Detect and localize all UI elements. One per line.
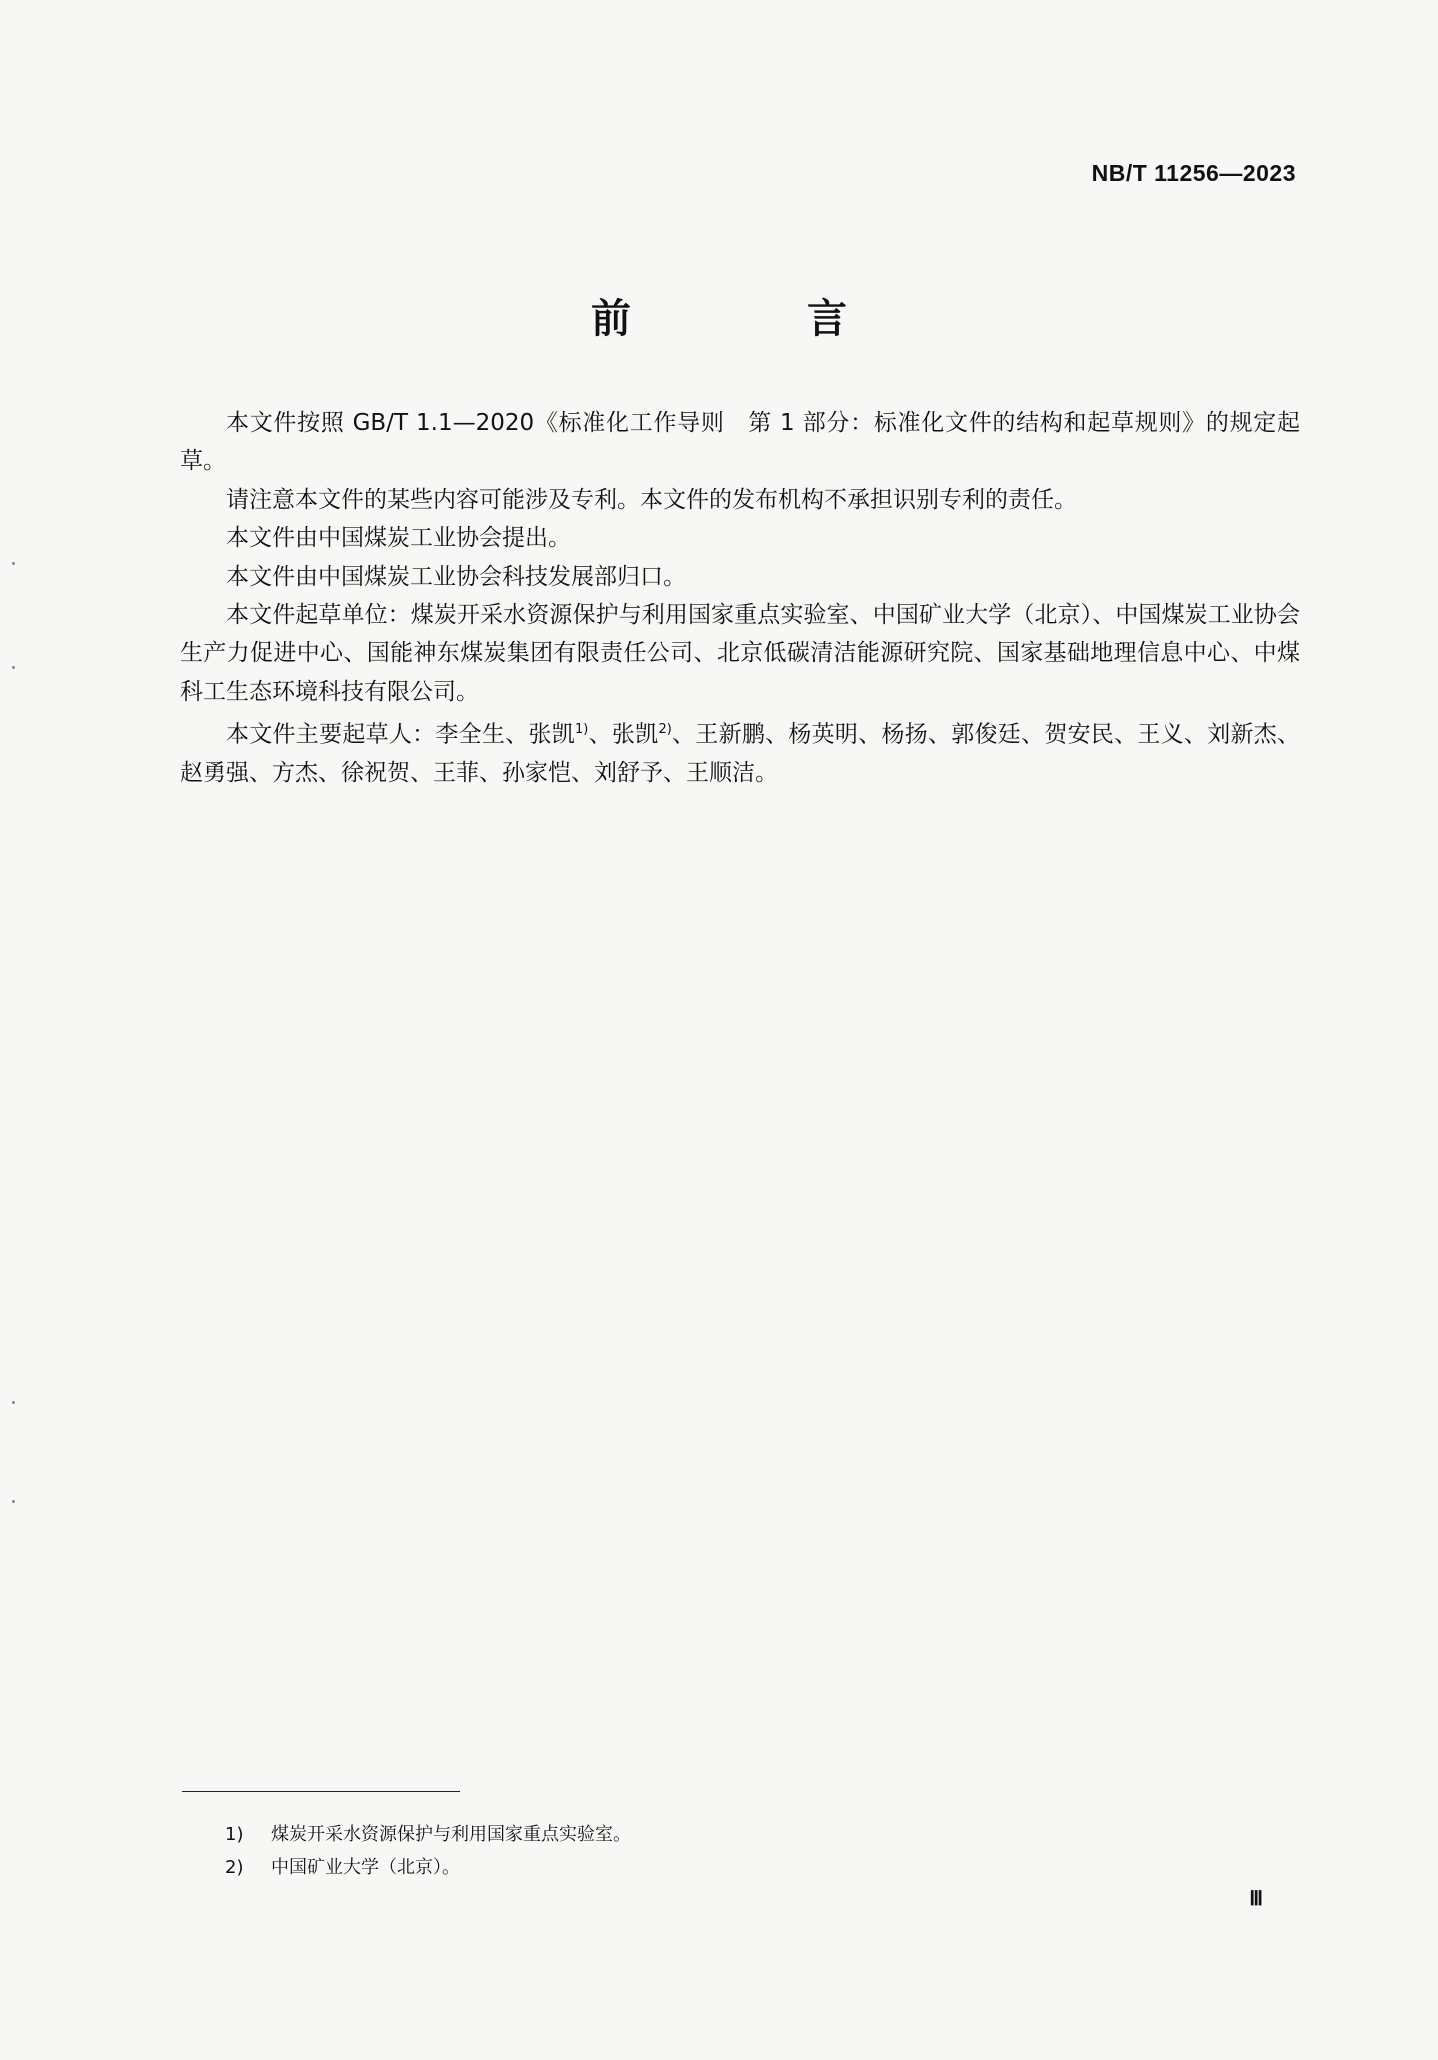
footnote-number: 2) [225,1857,244,1878]
paragraph-patent-notice: 请注意本文件的某些内容可能涉及专利。本文件的发布机构不承担识别专利的责任。 [226,486,1077,513]
paragraph-drafting-rules: 本文件按照 GB/T 1.1—2020《标准化工作导则 第 1 部分：标准化文件的结构和起草规则》的规定起草。 [180,410,1300,475]
paragraph-drafters [180,711,1300,792]
standard-number: NB/T 11256—2023 [1091,160,1296,186]
footnote-1 [225,1818,631,1851]
foreword-body [180,404,1300,793]
paragraph-drafting-units: 本文件起草单位：煤炭开采水资源保护与利用国家重点实验室、中国矿业大学（北京）、中国煤炭工业协会生产力促进中心、国能神东煤炭集团有限责任公司、北京低碳清洁能源研究院、国家基础地理信息中心、中煤科工生态环境科技有限公司。 [180,602,1300,705]
page-title: 前 言 [591,296,915,342]
footnote-text: 中国矿业大学（北京）。 [271,1857,460,1878]
paragraph-proposer: 本文件由中国煤炭工业协会提出。 [226,525,571,552]
footnote-ref-1: 1) [575,722,589,738]
scan-speck [12,666,15,669]
footnote-ref-2: 2) [658,722,672,738]
drafters-mid: 、张凯 [588,721,659,748]
drafters-prefix: 本文件主要起草人：李全生、张凯 [226,721,576,748]
scan-speck [12,1401,15,1404]
drafters-rest: 、王新鹏、杨英明、杨扬、郭俊廷、贺安民、王义、刘新杰、赵勇强、方杰、徐祝贺、王菲、孙家恺、刘舒予、王顺洁。 [180,721,1301,787]
footnote-number: 1) [225,1824,244,1845]
footnote-text: 煤炭开采水资源保护与利用国家重点实验室。 [271,1824,631,1845]
scan-speck [12,1500,15,1503]
scan-speck [12,562,15,565]
footnote-2 [225,1851,631,1884]
footnote-divider [182,1791,460,1792]
footnotes [225,1818,631,1884]
paragraph-centralized-management: 本文件由中国煤炭工业协会科技发展部归口。 [226,563,686,590]
page-number: Ⅲ [1249,1888,1263,1910]
